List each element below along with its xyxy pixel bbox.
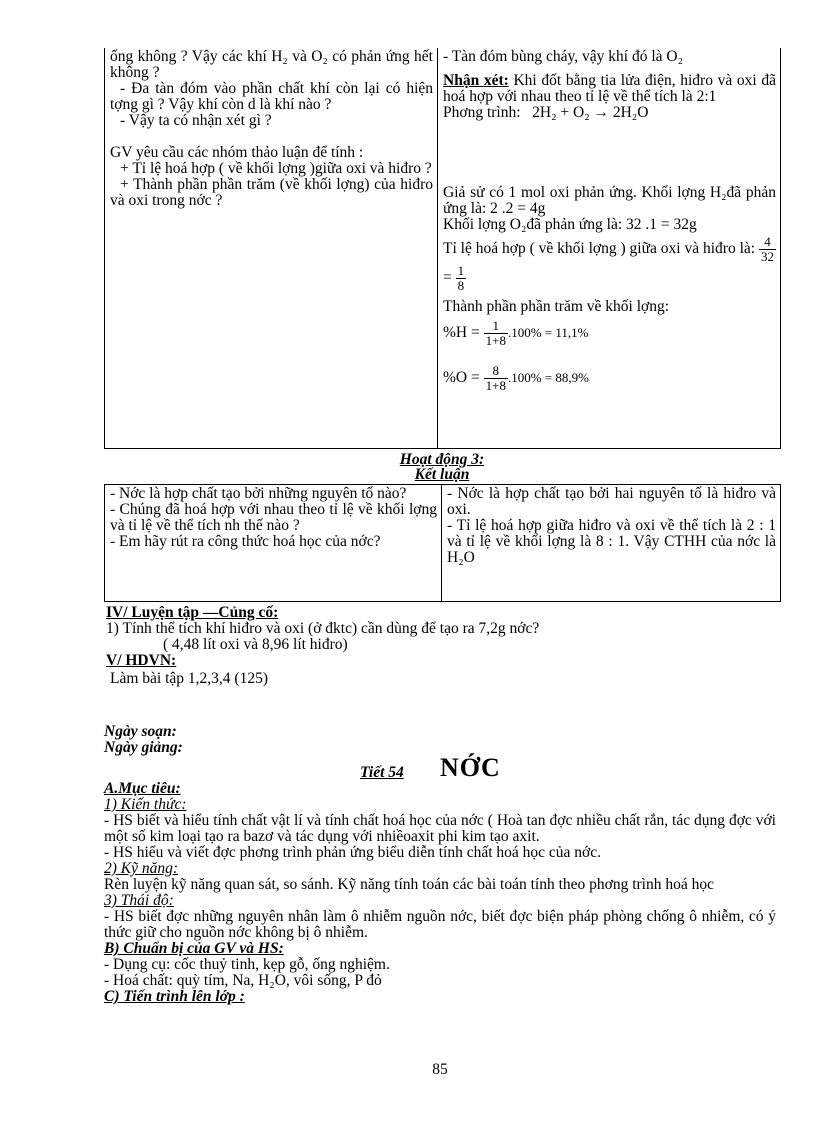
skills-item: Rèn luyện kỹ năng quan sát, so sánh. Kỹ năng tính toán các bài toán tính theo phơng trình hoá học	[104, 876, 714, 893]
fraction-numerator: 1	[457, 263, 465, 278]
knowledge-item: - HS biết và hiểu tính chất vật lí và tính chất hoá học của nớc ( Hoà tan đợc nhiều chất rắn, tác dụng đợc với một số kim loại tạo ra bazơ và tác dụng với nhiềoaxit phi kim tạo axit.	[104, 812, 776, 845]
lesson-label: Tiết 54	[360, 764, 404, 781]
attitude-item: - HS biết đợc những nguyên nhân làm ô nhiễm nguồn nớc, biết đợc biện pháp phòng chống ô nhiễm, có ý thức giữ cho nguồn nớc không bị ô nhiễm.	[104, 908, 776, 941]
objectives-heading: A.Mục tiêu:	[104, 780, 181, 797]
ratio-fraction-2	[456, 264, 467, 293]
practice-question: 1) Tính thể tích khí hiđro và oxi (ở đktc) cần dùng để tạo ra 7,2g nớc?	[106, 620, 540, 637]
equation-label: Phơng trình:	[443, 104, 521, 121]
text-line: - Chúng đã hoá hợp với nhau theo tỉ lệ về khối lợng và tỉ lệ về thể tích nh thế nào ?	[110, 501, 437, 534]
practice-answer: ( 4,48 lít oxi và 8,96 lít hiđro)	[163, 636, 348, 653]
fraction-numerator: 4	[759, 235, 776, 250]
homework-heading: V/ HDVN:	[106, 652, 177, 669]
text-line: ống không ? Vậy các khí H₂ và O₂ có phản ứng hết không ?	[110, 48, 433, 81]
ratio-line: Tỉ lệ hoá hợp ( về khối lợng ) giữa oxi và hiđro là: $\frac{4}{32}$ = $\frac{1}{8}$	[443, 234, 774, 293]
remark-label: Nhận xét:	[443, 72, 509, 89]
teacher-column	[105, 48, 438, 449]
attitude-heading: 3) Thái độ:	[104, 892, 174, 909]
text-line: Thành phần phần trăm về khối lợng:	[443, 298, 670, 315]
practice-heading: IV/ Luyện tập —Củng cố:	[106, 604, 279, 621]
percent-h-line	[443, 319, 776, 348]
homework-text: Làm bài tập 1,2,3,4 (125)	[110, 670, 268, 687]
text-line: + Thành phần phần trăm (về khối lợng) của hiđro và oxi trong nớc ?	[110, 176, 433, 209]
activity-heading	[104, 452, 780, 482]
text-line: - Em hãy rút ra công thức hoá học của nớc?	[110, 533, 381, 550]
fraction-denominator: 8	[457, 278, 465, 293]
text-line: - Đa tàn đóm vào phần chất khí còn lại có hiện tợng gì ? Vậy khí còn d là khí nào ?	[110, 80, 433, 113]
percent-h-fraction	[484, 319, 508, 348]
fraction-denominator: 1+8	[485, 378, 506, 393]
text-line: - Tỉ lệ hoá hợp giữa hiđro và oxi về thể tích là 2 : 1 và tỉ lệ về khối lợng là 8 : 1. Vậy CTHH của nớc là H₂O	[447, 517, 776, 566]
knowledge-heading: 1) Kiến thức:	[104, 796, 187, 813]
preparation-heading: B) Chuẩn bị của GV và HS:	[104, 940, 284, 957]
preparation-item: - Dụng cụ: cốc thuỷ tinh, kẹp gỗ, ống nghiệm.	[104, 956, 390, 973]
ratio-fraction-1	[759, 235, 776, 264]
activity-table-top	[104, 48, 781, 449]
ratio-intro: Tỉ lệ hoá hợp ( về khối lợng ) giữa oxi và hiđro là:	[443, 240, 756, 258]
conclusion-table	[104, 484, 781, 602]
lesson-dates	[104, 724, 404, 756]
equation: 2H₂ + O₂ → 2H₂O	[532, 104, 649, 121]
procedure-heading: C) Tiến trình lên lớp :	[104, 988, 245, 1005]
section-objectives	[104, 781, 776, 1005]
student-column	[438, 48, 781, 449]
text-line: + Tỉ lệ hoá hợp ( về khối lợng )giữa oxi và hiđro ?	[120, 160, 432, 177]
activity-subtitle: Kết luận	[414, 466, 470, 483]
teacher-column	[105, 485, 442, 602]
percent-o-fraction	[484, 364, 508, 393]
page-number: 85	[432, 1061, 448, 1078]
activity-title: Hoạt động 3:	[399, 451, 485, 468]
remark-paragraph	[443, 73, 776, 105]
text-line: - Vậy ta có nhận xét gì ?	[120, 112, 272, 129]
percent-o-label: %O =	[443, 369, 480, 387]
preparation-item: - Hoá chất: quỳ tím, Na, H₂O, vôi sống, P đỏ	[104, 972, 382, 989]
lesson-title: NỚC	[440, 753, 501, 782]
text-line: GV yêu cầu các nhóm thảo luận để tính :	[110, 144, 364, 161]
text-line: Khối lợng O₂đã phản ứng là: 32 .1 = 32g	[443, 216, 697, 233]
text-line: Giả sử có 1 mol oxi phản ứng. Khối lợng H₂đã phản ứng là: 2 .2 = 4g	[443, 184, 776, 217]
fraction-numerator: 8	[484, 364, 508, 379]
text-line: - Nớc là hợp chất tạo bởi những nguyên tố nào?	[110, 485, 407, 502]
remark-text: Khi đốt bằng tia lửa điện, hiđro và oxi đã hoá hợp với nhau theo tỉ lệ về thể tích là 2:1	[443, 72, 776, 105]
knowledge-item: - HS hiểu và viết đợc phơng trình phản ứng biểu diễn tính chất hoá học của nớc.	[104, 844, 602, 861]
percent-o-line	[443, 364, 776, 393]
fraction-denominator: 1+8	[485, 333, 506, 348]
skills-heading: 2) Kỹ năng:	[104, 860, 179, 877]
fraction-numerator: 1	[484, 319, 508, 334]
fraction-denominator: 32	[761, 249, 774, 264]
percent-h-result: .100% = 11,1%	[507, 325, 589, 341]
student-column	[442, 485, 781, 602]
equation-line	[443, 105, 776, 121]
text-line: - Nớc là hợp chất tạo bởi hai nguyên tố là hiđro và oxi.	[447, 485, 776, 518]
percent-h-label: %H =	[443, 324, 480, 342]
percent-o-result: .100% = 88,9%	[507, 370, 589, 386]
text-line: - Tàn đóm bùng cháy, vậy khí đó là O₂	[443, 48, 684, 65]
prep-date-label: Ngày soạn:	[104, 723, 177, 740]
teach-date-label: Ngày giảng:	[104, 739, 183, 756]
section-practice	[106, 605, 780, 687]
